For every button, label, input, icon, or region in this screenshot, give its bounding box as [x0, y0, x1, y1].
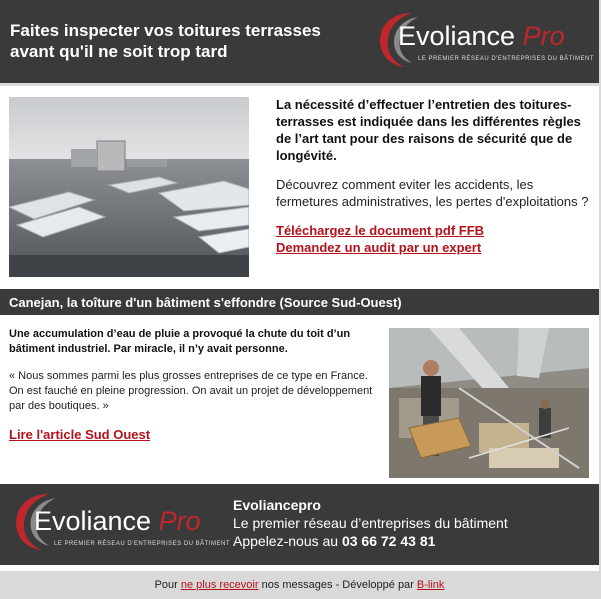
intro-block [276, 96, 594, 256]
footer-contact [233, 496, 508, 550]
footer-banner [0, 484, 599, 565]
footer-evoliance-logo[interactable]: Evoliance Pro LE PREMIER RÉSEAU D'ENTREPRISES DU BÂTIMENT [14, 490, 214, 558]
intro-bold-text: La nécessité d’effectuer l’entretien des toitures-terrasses est indiquée dans les différentes règles de l’art tant pour des raisons de sécurité que de longévité. [276, 97, 581, 163]
header-banner [0, 0, 599, 83]
news-lead: Une accumulation d’eau de pluie a provoqué la chute du toit d’un bâtiment industriel. Par miracle, il n’y avait personne. [9, 328, 351, 355]
developer-link[interactable]: B-link [416, 579, 445, 591]
unsubscribe-link[interactable]: ne plus recevoir [180, 579, 259, 591]
download-ffb-pdf-link[interactable]: Téléchargez le document pdf FFB [276, 223, 485, 238]
company-tagline: Le premier réseau d’entreprises du bâtiment [233, 515, 508, 531]
collapsed-roof-photo [389, 328, 589, 478]
read-article-link[interactable]: Lire l'article Sud Ouest [9, 427, 151, 442]
news-headline-band [0, 289, 599, 315]
intro-body-text: Découvrez comment eviter les accidents, les fermetures administratives, les pertes d'exploitations ? [276, 177, 589, 209]
company-name: Evoliancepro [233, 497, 321, 513]
intro-links [276, 222, 594, 256]
phone-number[interactable]: 03 66 72 43 81 [341, 533, 436, 549]
phone-line: Appelez-nous au 03 66 72 43 81 [233, 533, 436, 549]
news-quote: « Nous sommes parmi les plus grosses entreprises de ce type en France. On est fauché en pleine progression. On avait un projet de développement par des boutiques. » [9, 370, 373, 412]
header-title: Faites inspecter vos toitures terrasses avant qu'il ne soit trop tard [10, 21, 321, 61]
request-audit-link[interactable]: Demandez un audit par un expert [276, 240, 482, 255]
roof-terrace-photo [9, 97, 249, 277]
evoliance-logo[interactable]: Evoliance Pro LE PREMIER RÉSEAU D'ENTREPRISES DU BÂTIMENT [378, 9, 578, 71]
news-article [9, 327, 377, 443]
news-headline: Canejan, la toîture d'un bâtiment s'effondre (Source Sud-Ouest) [9, 295, 402, 310]
unsubscribe-bar: Pour ne plus recevoir nos messages - Développé par B-link [154, 579, 445, 591]
